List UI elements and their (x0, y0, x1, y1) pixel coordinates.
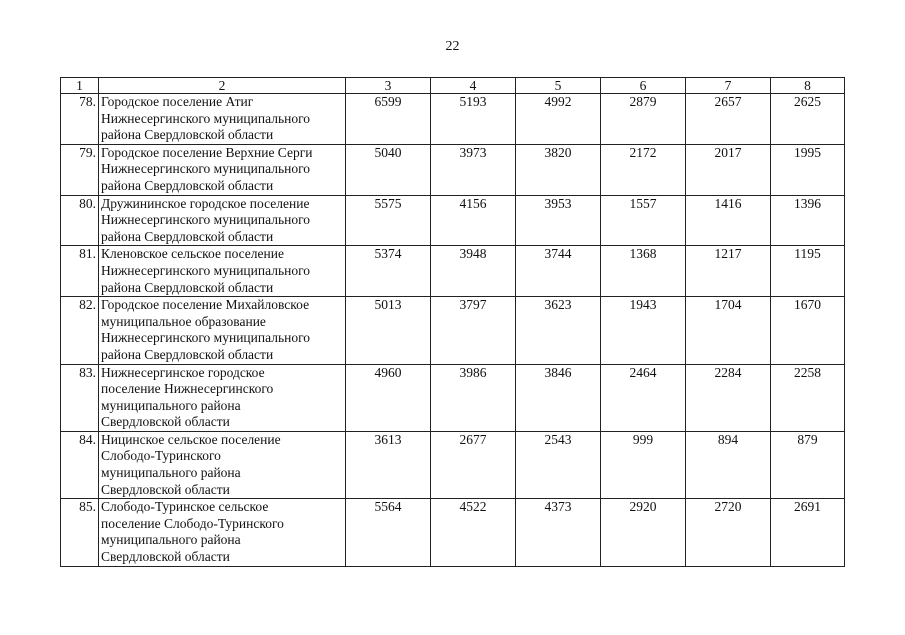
table-row (61, 246, 845, 297)
municipality-name-line: Нижнесергинского муниципального (101, 262, 311, 278)
row-number-cell: 85. (61, 499, 99, 566)
municipality-name-line: Дружининское городское поселение (101, 195, 310, 211)
municipality-name-cell (99, 297, 346, 364)
value-cell-col-4: 4156 (431, 195, 516, 246)
municipality-name-line: Городское поселение Атиг (101, 94, 254, 109)
municipality-name-line: района Свердловской области (101, 279, 274, 295)
value-cell-col-4: 3973 (431, 144, 516, 195)
municipality-name-line: поселение Нижнесергинского (101, 381, 274, 397)
row-number-cell: 84. (61, 431, 99, 498)
value-cell-col-4: 4522 (431, 499, 516, 566)
value-cell-col-5: 3744 (516, 246, 601, 297)
value-cell-col-8: 2691 (771, 499, 845, 566)
value-cell-col-7: 2720 (686, 499, 771, 566)
table-row (61, 364, 845, 431)
municipality-name-line: района Свердловской области (101, 127, 274, 143)
value-cell-col-6: 999 (601, 431, 686, 498)
value-cell-col-8: 2258 (771, 364, 845, 431)
value-cell-col-6: 1557 (601, 195, 686, 246)
value-cell-col-6: 2920 (601, 499, 686, 566)
value-cell-col-3: 5374 (346, 246, 431, 297)
municipality-name-line: муниципального района (101, 465, 241, 481)
value-cell-col-3: 4960 (346, 364, 431, 431)
municipality-name-line: Нижнесергинского муниципального (101, 110, 311, 126)
row-number-cell: 82. (61, 297, 99, 364)
table-row (61, 297, 845, 364)
value-cell-col-8: 1396 (771, 195, 845, 246)
page-number: 22 (445, 39, 460, 54)
column-header: 5 (516, 78, 601, 94)
row-number-cell: 83. (61, 364, 99, 431)
table-row (61, 94, 845, 145)
municipality-name-line: Ницинское сельское поселение (101, 431, 281, 447)
municipality-name-cell (99, 144, 346, 195)
value-cell-col-8: 2625 (771, 94, 845, 145)
municipality-name-line: муниципального района (101, 397, 241, 413)
value-cell-col-3: 6599 (346, 94, 431, 145)
value-cell-col-7: 1217 (686, 246, 771, 297)
column-header: 1 (61, 78, 99, 94)
column-header: 6 (601, 78, 686, 94)
value-cell-col-6: 2464 (601, 364, 686, 431)
municipality-name-line: района Свердловской области (101, 177, 274, 193)
municipality-name-line: Нижнесергинского муниципального (101, 161, 311, 177)
value-cell-col-7: 1704 (686, 297, 771, 364)
value-cell-col-5: 3820 (516, 144, 601, 195)
column-header: 2 (99, 78, 346, 94)
value-cell-col-4: 3797 (431, 297, 516, 364)
value-cell-col-3: 5013 (346, 297, 431, 364)
municipality-name-line: муниципальное образование (101, 313, 266, 329)
row-number-cell: 78. (61, 94, 99, 145)
municipality-name-line: Слободо-Туринского (101, 448, 221, 464)
row-number-cell: 80. (61, 195, 99, 246)
value-cell-col-5: 3953 (516, 195, 601, 246)
value-cell-col-8: 1670 (771, 297, 845, 364)
municipality-name-line: района Свердловской области (101, 228, 274, 244)
value-cell-col-8: 1995 (771, 144, 845, 195)
municipality-name-line: поселение Слободо-Туринского (101, 515, 284, 531)
value-cell-col-8: 1195 (771, 246, 845, 297)
municipality-name-line: муниципального района (101, 532, 241, 548)
value-cell-col-7: 2017 (686, 144, 771, 195)
table-row (61, 144, 845, 195)
value-cell-col-4: 3948 (431, 246, 516, 297)
municipality-name-line: Городское поселение Михайловское (101, 297, 310, 313)
table-row (61, 195, 845, 246)
municipality-name-line: Слободо-Туринское сельское (101, 499, 269, 515)
data-table (60, 77, 845, 567)
value-cell-col-3: 3613 (346, 431, 431, 498)
value-cell-col-5: 3623 (516, 297, 601, 364)
column-header: 3 (346, 78, 431, 94)
table-body (61, 94, 845, 567)
header-row (61, 78, 845, 94)
value-cell-col-6: 2879 (601, 94, 686, 145)
value-cell-col-5: 4992 (516, 94, 601, 145)
column-header: 7 (686, 78, 771, 94)
municipality-name-line: Нижнесергинского муниципального (101, 330, 311, 346)
value-cell-col-7: 894 (686, 431, 771, 498)
value-cell-col-4: 5193 (431, 94, 516, 145)
value-cell-col-7: 2284 (686, 364, 771, 431)
municipality-name-line: Городское поселение Верхние Серги (101, 144, 313, 160)
value-cell-col-7: 2657 (686, 94, 771, 145)
municipality-name-line: района Свердловской области (101, 346, 274, 362)
municipality-name-line: Свердловской области (101, 414, 230, 430)
value-cell-col-5: 4373 (516, 499, 601, 566)
row-number-cell: 81. (61, 246, 99, 297)
value-cell-col-5: 3846 (516, 364, 601, 431)
value-cell-col-7: 1416 (686, 195, 771, 246)
value-cell-col-6: 1943 (601, 297, 686, 364)
municipality-name-cell (99, 499, 346, 566)
row-number-cell: 79. (61, 144, 99, 195)
value-cell-col-5: 2543 (516, 431, 601, 498)
value-cell-col-6: 1368 (601, 246, 686, 297)
table-row (61, 499, 845, 566)
value-cell-col-3: 5564 (346, 499, 431, 566)
value-cell-col-4: 2677 (431, 431, 516, 498)
municipality-name-line: Свердловской области (101, 481, 230, 497)
value-cell-col-8: 879 (771, 431, 845, 498)
value-cell-col-3: 5040 (346, 144, 431, 195)
municipality-name-line: Нижнесергинское городское (101, 364, 265, 380)
municipality-name-cell (99, 364, 346, 431)
value-cell-col-4: 3986 (431, 364, 516, 431)
column-header: 4 (431, 78, 516, 94)
municipality-name-line: Нижнесергинского муниципального (101, 212, 311, 228)
municipality-name-cell (99, 195, 346, 246)
value-cell-col-6: 2172 (601, 144, 686, 195)
column-header: 8 (771, 78, 845, 94)
municipality-name-cell (99, 246, 346, 297)
municipality-name-cell (99, 431, 346, 498)
municipality-name-cell (99, 94, 346, 145)
value-cell-col-3: 5575 (346, 195, 431, 246)
table-row (61, 431, 845, 498)
municipality-name-line: Кленовское сельское поселение (101, 246, 284, 262)
municipality-name-line: Свердловской области (101, 549, 230, 565)
